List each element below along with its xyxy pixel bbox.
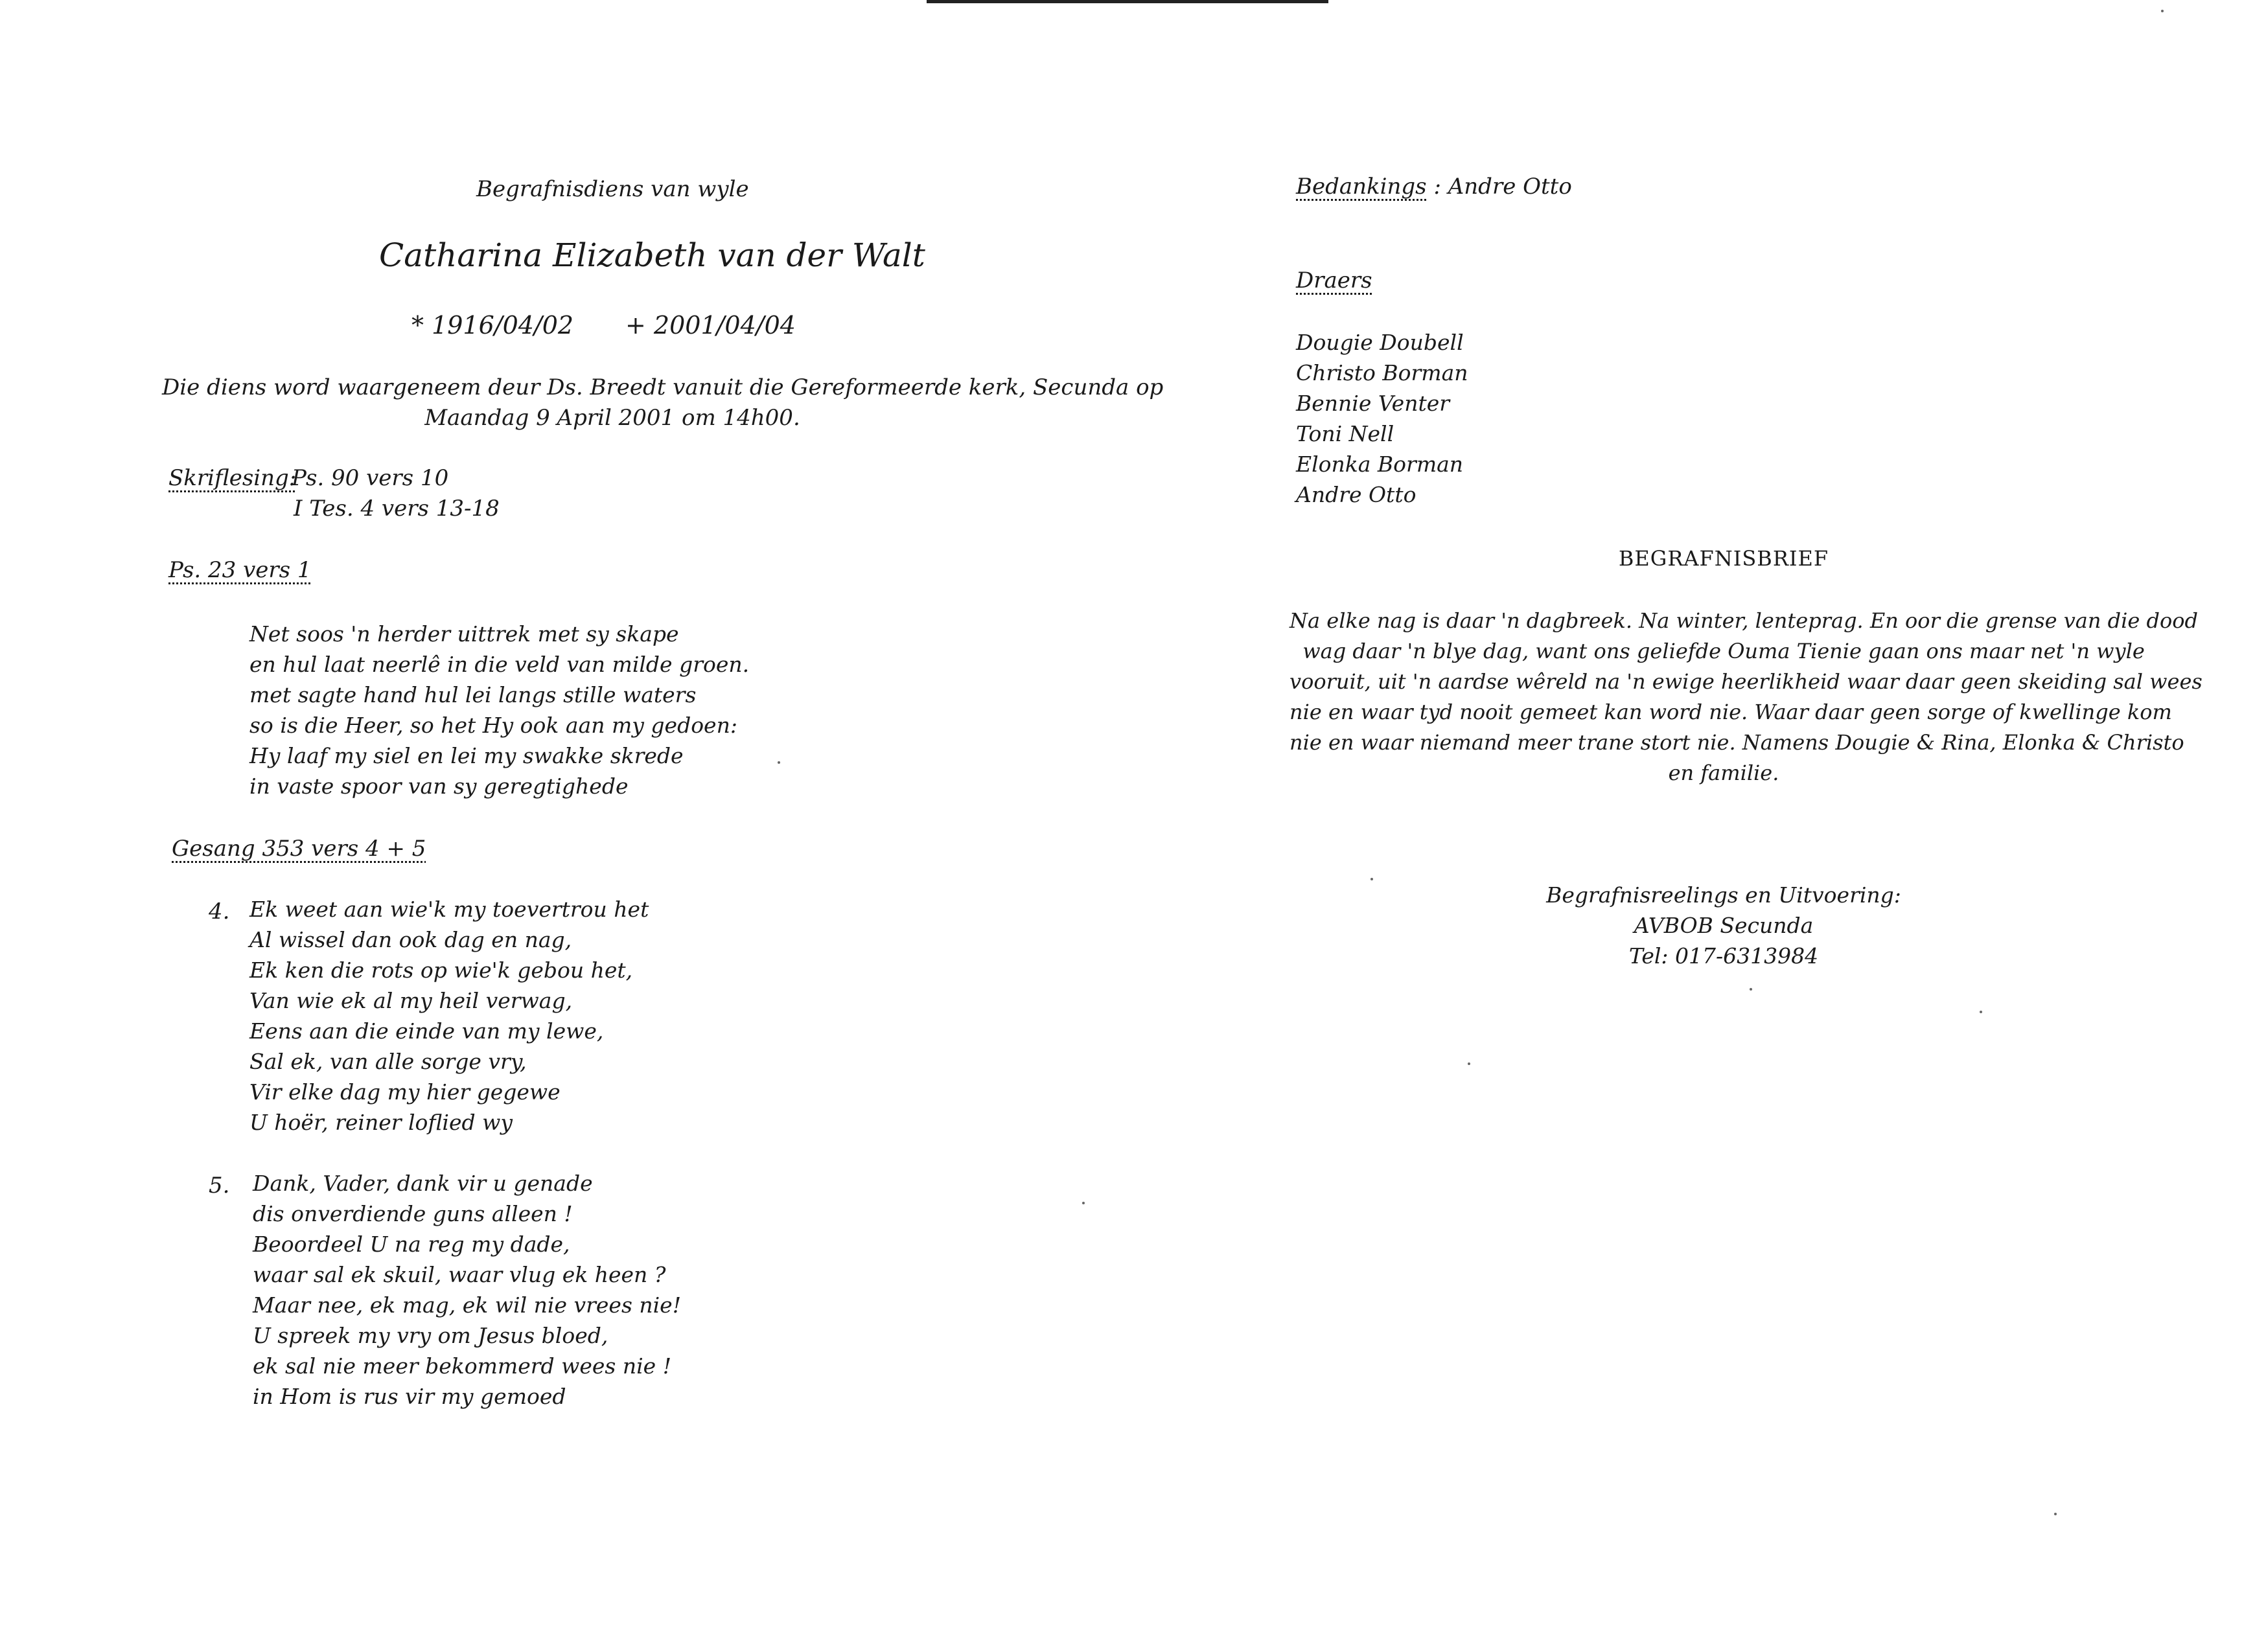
letter-heading: BEGRAFNISBRIEF: [1618, 546, 1829, 571]
psalm-text: [249, 619, 749, 801]
bearer-name: Elonka Borman: [1296, 452, 1464, 477]
psalm-heading: Ps. 23 vers 1: [168, 557, 312, 583]
verse-line: Van wie ek al my heil verwag,: [249, 988, 573, 1013]
bearer-name: Toni Nell: [1296, 421, 1394, 446]
thanks-name: Andre Otto: [1448, 174, 1572, 200]
verse-4-number: 4.: [209, 899, 230, 924]
psalm-line: Net soos 'n herder uittrek met sy skape: [249, 621, 679, 647]
skriflesing-label: Skriflesing:: [168, 465, 297, 491]
skriflesing-reading-2: I Tes. 4 vers 13-18: [294, 496, 500, 522]
verse-line: U hoër, reiner loflied wy: [249, 1110, 513, 1135]
scan-speck: [2054, 1513, 2057, 1515]
skriflesing-reading-1: Ps. 90 vers 10: [292, 465, 449, 491]
verse-line: in Hom is rus vir my gemoed: [253, 1384, 566, 1409]
scan-speck: [1370, 878, 1373, 880]
intro-text: Begrafnisdiens van wyle: [476, 176, 749, 202]
verse-line: dis onverdiende guns alleen !: [253, 1201, 573, 1226]
bearer-name: Andre Otto: [1296, 482, 1417, 507]
psalm-line: in vaste spoor van sy geregtighede: [249, 774, 629, 799]
verse-line: Beoordeel U na reg my dade,: [253, 1232, 570, 1257]
psalm-line: Hy laaf my siel en lei my swakke skrede: [249, 743, 684, 768]
verse-line: ek sal nie meer bekommerd wees nie !: [253, 1353, 671, 1379]
thanks-label: Bedankings: [1296, 174, 1427, 200]
arrangements-block: [1289, 880, 2158, 971]
thanks-line: [1296, 174, 1572, 200]
arrangements-label: Begrafnisreelings en Uitvoering:: [1546, 882, 1901, 908]
verse-line: Maar nee, ek mag, ek wil nie vrees nie!: [253, 1292, 681, 1318]
psalm-line: met sagte hand hul lei langs stille waters: [249, 682, 697, 707]
letter-line: vooruit, uit 'n aardse wêreld na 'n ewige heerlikheid waar daar geen skeiding sal wees: [1289, 669, 2203, 694]
bearer-name: Dougie Doubell: [1296, 330, 1464, 355]
scan-speck: [778, 761, 780, 764]
bearer-name: Bennie Venter: [1296, 391, 1450, 416]
scan-speck: [1750, 988, 1752, 991]
service-line-2: Maandag 9 April 2001 om 14h00.: [424, 405, 800, 431]
letter-body: [1289, 606, 2203, 788]
verse-line: U spreek my vry om Jesus bloed,: [253, 1323, 608, 1348]
thanks-separator: :: [1433, 174, 1441, 200]
birth-date: * 1916/04/02: [411, 311, 574, 339]
top-edge-line: [927, 0, 1328, 3]
verse-line: Al wissel dan ook dag en nag,: [249, 927, 572, 952]
verse-line: Ek ken die rots op wie'k gebou het,: [249, 958, 633, 983]
bearer-name: Christo Borman: [1296, 360, 1468, 385]
scan-speck: [1468, 1062, 1470, 1065]
deceased-name: Catharina Elizabeth van der Walt: [379, 236, 925, 274]
letter-line: Na elke nag is daar 'n dagbreek. Na winter, lenteprag. En oor die grense van die dood: [1289, 608, 2198, 633]
death-date: + 2001/04/04: [625, 311, 796, 339]
psalm-line: en hul laat neerlê in die veld van milde groen.: [249, 652, 750, 677]
arrangements-tel: Tel: 017-6313984: [1628, 943, 1819, 969]
verse-line: Eens aan die einde van my lewe,: [249, 1018, 604, 1044]
letter-line: nie en waar tyd nooit gemeet kan word nie. Waar daar geen sorge of kwellinge kom: [1289, 700, 2172, 724]
psalm-line: so is die Heer, so het Hy ook aan my gedoen:: [249, 713, 737, 738]
verse-line: Sal ek, van alle sorge vry,: [249, 1049, 527, 1074]
arrangements-company: AVBOB Secunda: [1634, 913, 1814, 938]
scan-speck: [1980, 1011, 1982, 1013]
verse-line: Ek weet aan wie'k my toevertrou het: [249, 897, 649, 922]
scan-speck: [1082, 1202, 1085, 1204]
service-line-1: Die diens word waargeneem deur Ds. Breedt vanuit die Gereformeerde kerk, Secunda op: [162, 374, 1164, 400]
gesang-heading: Gesang 353 vers 4 + 5: [172, 836, 426, 862]
bearers-heading: Draers: [1296, 268, 1372, 293]
verse-line: Dank, Vader, dank vir u genade: [253, 1171, 593, 1196]
verse-line: waar sal ek skuil, waar vlug ek heen ?: [253, 1262, 666, 1287]
verse-5-text: [253, 1168, 681, 1412]
verse-4-text: [249, 894, 649, 1138]
letter-line: nie en waar niemand meer trane stort nie. Namens Dougie & Rina, Elonka & Christo: [1289, 730, 2184, 755]
verse-line: Vir elke dag my hier gegewe: [249, 1079, 561, 1105]
letter-line: en familie.: [1668, 761, 1779, 785]
bearers-list: [1296, 327, 1468, 510]
verse-5-number: 5.: [209, 1173, 230, 1199]
letter-line: wag daar 'n blye dag, want ons geliefde Ouma Tienie gaan ons maar net 'n wyle: [1302, 639, 2145, 663]
scan-speck: [2161, 10, 2164, 12]
